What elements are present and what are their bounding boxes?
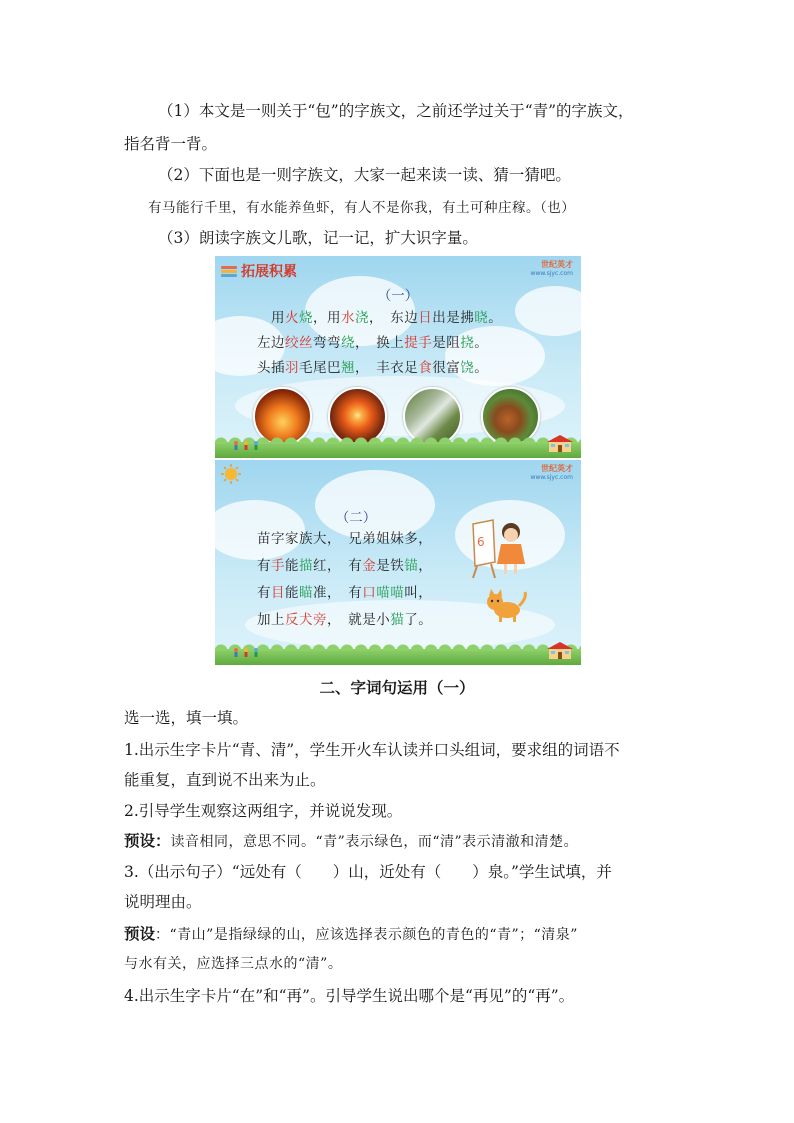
preset1-para bbox=[124, 831, 794, 852]
riddle-text: 有马能行千里，有水能养鱼虾，有人不是你我，有土可种庄稼。（也） bbox=[148, 200, 576, 216]
highlighted-char: 喵 bbox=[376, 585, 391, 601]
grass-decoration bbox=[215, 442, 581, 458]
poem2-line bbox=[257, 527, 432, 547]
highlighted-char: 目 bbox=[271, 585, 285, 601]
item3-line1: 3.（出示句子）“远处有（ ）山，近处有（ ）泉。”学生试填，并 bbox=[124, 863, 612, 881]
poem-text: 用 bbox=[271, 310, 285, 326]
poem-text: 出是拂 bbox=[432, 310, 475, 326]
highlighted-char: 喵 bbox=[390, 585, 405, 601]
highlighted-char: 日 bbox=[418, 310, 433, 326]
highlighted-char: 水 bbox=[341, 310, 355, 326]
highlighted-char: 瞄 bbox=[299, 585, 313, 601]
slide-miao-family bbox=[215, 460, 581, 665]
highlighted-char: 锚 bbox=[404, 558, 419, 574]
section-heading: 二、字词句运用（一） bbox=[319, 679, 475, 697]
school-icon bbox=[547, 434, 573, 452]
highlighted-char: 翘 bbox=[341, 360, 355, 376]
poem-text: 很富 bbox=[432, 360, 461, 376]
item4: 4.出示生字卡片“在”和“再”。引导学生说出哪个是“再见”的“再”。 bbox=[124, 987, 575, 1005]
brand-logo bbox=[531, 464, 573, 482]
poem2-line bbox=[257, 581, 432, 601]
poem-text: 叫， bbox=[404, 585, 433, 601]
brand-logo bbox=[531, 260, 573, 278]
preset2-label: 预设 bbox=[124, 924, 156, 943]
preset-label: 预设： bbox=[124, 831, 171, 850]
highlighted-char: 浇 bbox=[355, 310, 369, 326]
poem-text: ， bbox=[418, 558, 433, 574]
poem2-line bbox=[257, 554, 432, 574]
brand-name: 世纪英才 bbox=[541, 464, 573, 473]
poem-text: ， 丰衣足 bbox=[355, 360, 419, 376]
item2: 2.引导学生观察这两组字，并说说发现。 bbox=[124, 802, 403, 820]
poem1-line bbox=[271, 306, 502, 326]
poem-text: ， 东边 bbox=[369, 310, 419, 326]
highlighted-char: 金 bbox=[362, 558, 377, 574]
intro-p3: （3）朗读字族文儿歌，记一记，扩大识字量。 bbox=[158, 229, 478, 247]
badge-label: 拓展积累 bbox=[241, 264, 297, 280]
intro-p2: （2）下面也是一则字族文，大家一起来读一读、猜一猜吧。 bbox=[158, 166, 571, 184]
books-icon bbox=[221, 265, 237, 278]
preset1-text: 读音相同，意思不同。“青”表示绿色，而“清”表示清澈和清楚。 bbox=[170, 834, 579, 850]
poem-text: 红， 有 bbox=[313, 558, 363, 574]
intro-p1-line1: （1）本文是一则关于“包”的字族文，之前还学过关于“青”的字族文， bbox=[158, 102, 634, 120]
highlighted-char: 晓 bbox=[474, 310, 489, 326]
highlighted-char: 火 bbox=[285, 310, 299, 326]
poem-text: ， 换上 bbox=[355, 335, 405, 351]
slide-badge bbox=[221, 261, 297, 281]
poem-text: 是铁 bbox=[376, 558, 405, 574]
slide2-subtitle: （二） bbox=[335, 510, 377, 526]
poem-text: 能 bbox=[285, 558, 299, 574]
brand-url: www.sjyc.com bbox=[530, 474, 573, 481]
brand-url: www.sjyc.com bbox=[530, 270, 573, 277]
poem1-line bbox=[257, 331, 488, 351]
kids-icon bbox=[231, 440, 261, 450]
sun-icon bbox=[221, 464, 241, 484]
brand-name: 世纪英才 bbox=[541, 260, 573, 269]
poem-text: 苗字家族大， 兄弟姐妹多， bbox=[257, 531, 433, 547]
poem-text: 。 bbox=[474, 335, 489, 351]
highlighted-char: 反犬旁 bbox=[285, 612, 327, 628]
kids-icon bbox=[231, 647, 261, 657]
preset2-text: ：“青山”是指绿绿的山，应该选择表示颜色的青色的“青”；“清泉” bbox=[155, 927, 578, 943]
highlighted-char: 羽 bbox=[285, 360, 299, 376]
highlighted-char: 食 bbox=[418, 360, 433, 376]
poem-text: 加上 bbox=[257, 612, 285, 628]
item1-line1: 1.出示生字卡片“青、清”，学生开火车认读并口头组词，要求组的词语不 bbox=[124, 741, 620, 759]
poem-text: ，用 bbox=[313, 310, 341, 326]
item3-line2: 说明理由。 bbox=[124, 893, 202, 911]
poem1-line bbox=[257, 356, 488, 376]
highlighted-char: 绞丝 bbox=[285, 335, 313, 351]
poem-text: 毛尾巴 bbox=[299, 360, 341, 376]
cat-illustration bbox=[483, 588, 529, 624]
poem-text: 是阻 bbox=[432, 335, 461, 351]
preset2-line1-para bbox=[124, 924, 794, 945]
highlighted-char: 提手 bbox=[404, 335, 433, 351]
poem-text: 弯弯 bbox=[313, 335, 341, 351]
grass-decoration bbox=[215, 649, 581, 665]
poem-text: 了。 bbox=[404, 612, 433, 628]
poem-text: 。 bbox=[474, 360, 489, 376]
poem-text: 头插 bbox=[257, 360, 285, 376]
highlighted-char: 猫 bbox=[390, 612, 405, 628]
poem2-line bbox=[257, 608, 432, 628]
select-fill-instruction: 选一选，填一填。 bbox=[124, 709, 249, 727]
slide1-subtitle: （一） bbox=[377, 288, 419, 304]
highlighted-char: 手 bbox=[271, 558, 285, 574]
highlighted-char: 饶 bbox=[460, 360, 475, 376]
item1-line2: 能重复，直到说不出来为止。 bbox=[124, 771, 326, 789]
girl-painting-illustration bbox=[471, 518, 533, 580]
preset2-line2: 与水有关，应选择三点水的“清”。 bbox=[124, 956, 343, 972]
highlighted-char: 绕 bbox=[341, 335, 355, 351]
slide-expand-accumulate bbox=[215, 256, 581, 458]
highlighted-char: 口 bbox=[362, 585, 377, 601]
highlighted-char: 描 bbox=[299, 558, 313, 574]
poem-text: 左边 bbox=[257, 335, 285, 351]
school-icon bbox=[547, 641, 573, 659]
poem-text: 。 bbox=[488, 310, 503, 326]
poem-text: 有 bbox=[257, 585, 271, 601]
poem-text: 有 bbox=[257, 558, 271, 574]
poem-text: 能 bbox=[285, 585, 299, 601]
svg-text:6: 6 bbox=[477, 535, 485, 549]
poem-text: ， 就是小 bbox=[327, 612, 391, 628]
intro-p1-line2: 指名背一背。 bbox=[124, 135, 218, 153]
highlighted-char: 烧 bbox=[299, 310, 313, 326]
poem-text: 准， 有 bbox=[313, 585, 363, 601]
highlighted-char: 挠 bbox=[460, 335, 475, 351]
